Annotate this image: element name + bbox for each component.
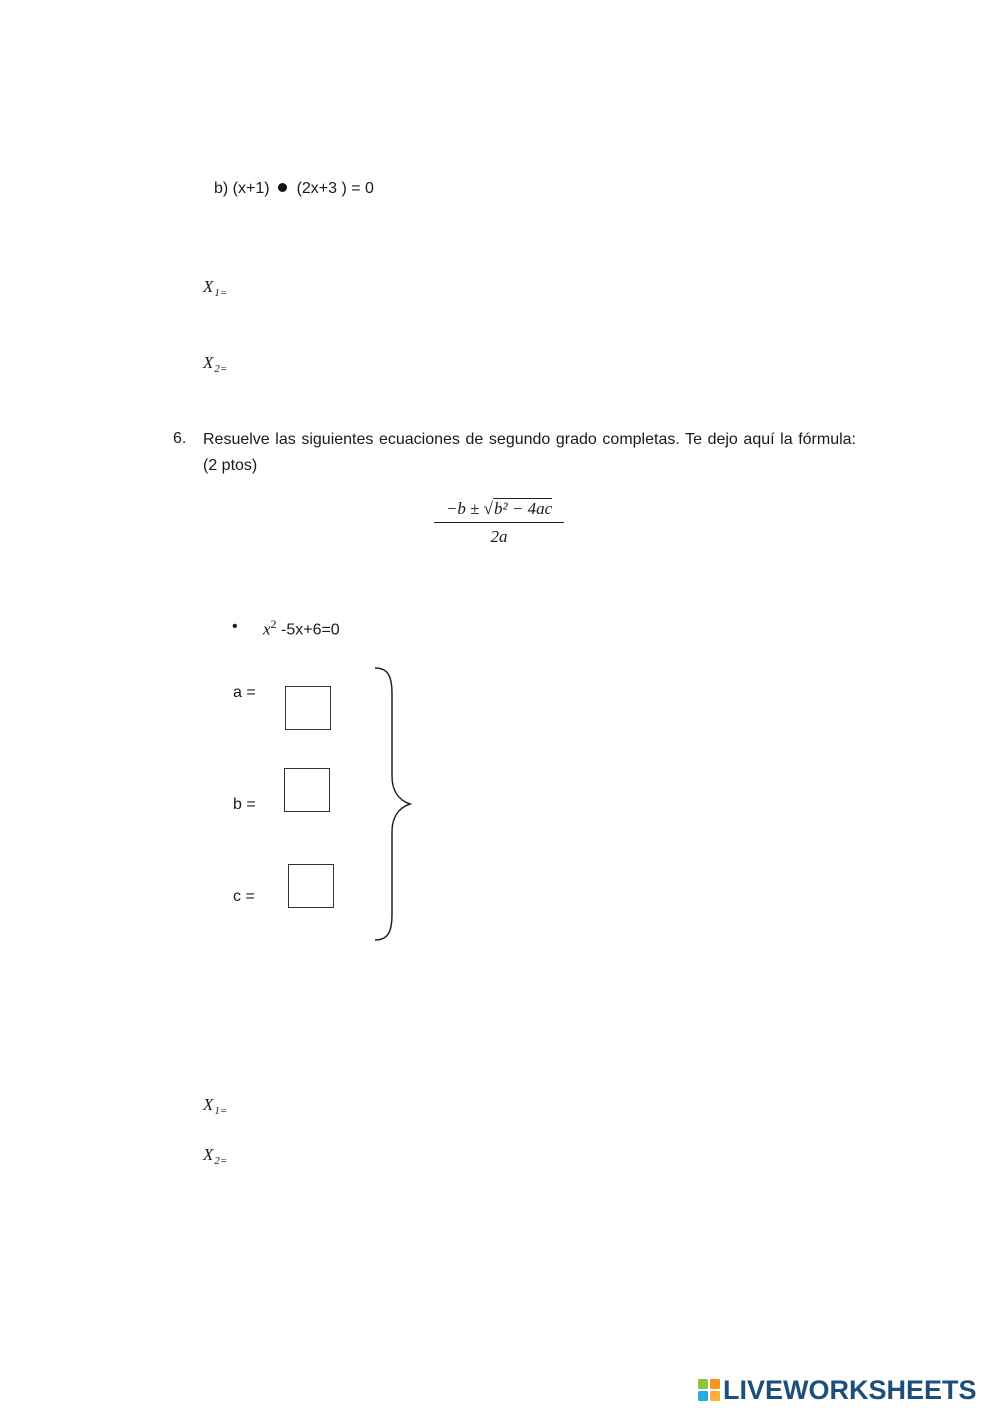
answer-x1-top — [203, 277, 227, 299]
x2-variable: X — [203, 1145, 214, 1164]
equation-bullet: • — [232, 618, 238, 635]
part-b-rest: (2x+3 ) = 0 — [296, 180, 374, 197]
equation-x: x — [263, 619, 271, 639]
coef-a-input-box[interactable] — [285, 686, 331, 730]
x1-subscript: 1= — [214, 1105, 228, 1117]
coef-b-input-box[interactable] — [284, 768, 330, 812]
formula-prefix: −b ± √ — [445, 499, 493, 518]
part-b-label: b) (x+1) — [214, 180, 270, 197]
coef-c-label: c = — [233, 888, 255, 905]
question-6-text: Resuelve las siguientes ecuaciones de segundo grado completas. Te dejo aquí la fórmula: (2 ptos) — [203, 431, 856, 474]
part-b-equation — [214, 180, 374, 198]
quadratic-formula — [434, 499, 564, 547]
coef-c-input-box[interactable] — [288, 864, 334, 908]
multiplication-dot-icon — [278, 183, 287, 192]
coef-b-label: b = — [233, 796, 256, 813]
x1-variable: X — [203, 277, 214, 296]
x2-subscript: 2= — [214, 363, 228, 375]
answer-x1-bottom — [203, 1095, 227, 1117]
logo-text: LIVEWORKSHEETS — [723, 1375, 977, 1405]
x2-variable: X — [203, 353, 214, 372]
formula-numerator — [434, 499, 564, 523]
x2-subscript: 2= — [214, 1155, 228, 1167]
x1-variable: X — [203, 1095, 214, 1114]
answer-x2-bottom — [203, 1145, 227, 1167]
answer-x2-top — [203, 353, 227, 375]
question-6-number: 6. — [173, 430, 187, 447]
equation-rest: -5x+6=0 — [276, 621, 340, 639]
liveworksheets-logo — [698, 1375, 977, 1406]
coef-a-label: a = — [233, 684, 256, 701]
x1-subscript: 1= — [214, 287, 228, 299]
formula-radicand: b² − 4ac — [494, 499, 553, 518]
formula-denominator: 2a — [490, 527, 508, 546]
equation-exponent: 2 — [270, 617, 277, 631]
equation-item — [263, 617, 340, 639]
right-curly-brace-icon — [370, 664, 418, 946]
liveworksheets-mark-icon — [698, 1379, 720, 1401]
